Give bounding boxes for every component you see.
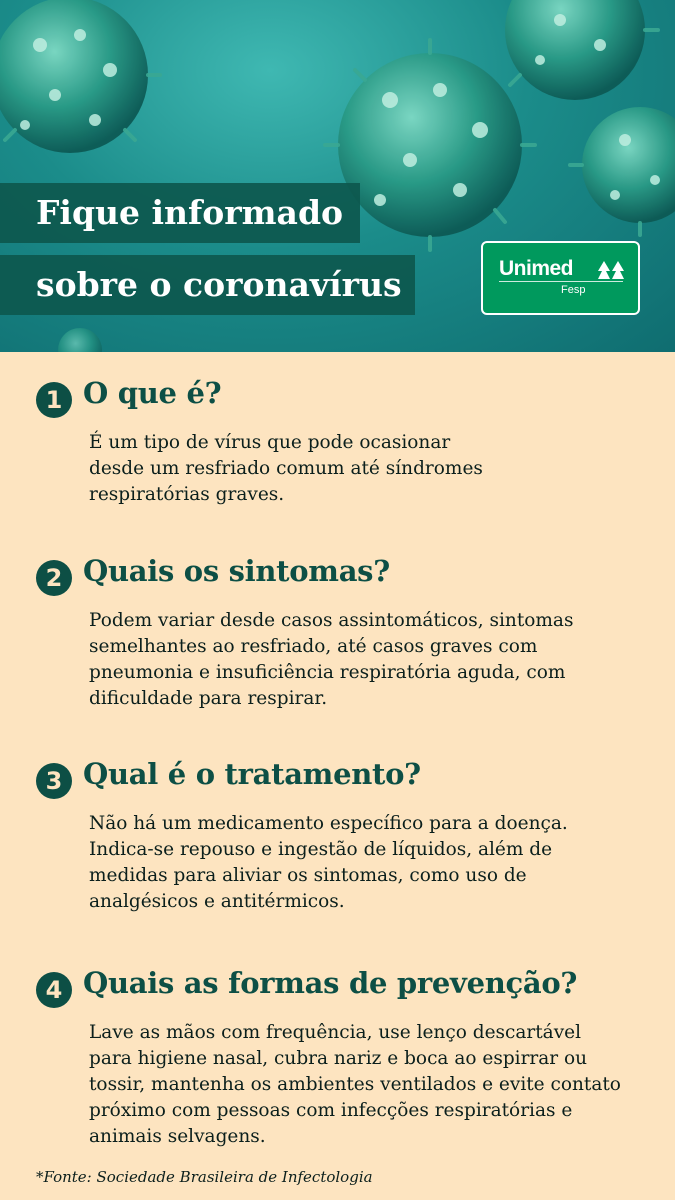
section-title: O que é? (83, 376, 222, 410)
logo-divider (499, 281, 623, 282)
section-title: Qual é o tratamento? (83, 757, 421, 791)
section-number-1: 1 (36, 382, 72, 418)
section-body: É um tipo de vírus que pode ocasionar desde um resfriado comum até síndromes respiratórias graves. (89, 432, 483, 505)
section-title: Quais as formas de prevenção? (83, 966, 578, 1000)
section-number-3: 3 (36, 763, 72, 799)
section-body: Lave as mãos com frequência, use lenço descartável para higiene nasal, cubra nariz e boca ao espirrar ou tossir, mantenha os ambientes ventilados e evite contato próximo com pessoas com infecções respiratórias e animais selvagens. (89, 1022, 621, 1147)
section-number-4: 4 (36, 972, 72, 1008)
logo-name: Unimed (499, 257, 574, 280)
section-title: Quais os sintomas? (83, 554, 390, 588)
section-body: Podem variar desde casos assintomáticos, sintomas semelhantes ao resfriado, até casos graves com pneumonia e insuficiência respiratória aguda, com dificuldade para respirar. (89, 610, 574, 709)
title-line-2: sobre o coronavírus (0, 255, 415, 315)
section-body: Não há um medicamento específico para a doença. Indica-se repouso e ingestão de líquidos, além de medidas para aliviar os sintomas, como uso de analgésicos e antitérmicos. (89, 813, 568, 912)
title-line-1: Fique informado (0, 183, 360, 243)
section-number-2: 2 (36, 560, 72, 596)
source-note: *Fonte: Sociedade Brasileira de Infectologia (36, 1168, 373, 1186)
tree-icon (597, 259, 625, 281)
hero-banner (0, 0, 675, 352)
unimed-logo (481, 241, 640, 315)
logo-subtitle: Fesp (561, 284, 586, 296)
